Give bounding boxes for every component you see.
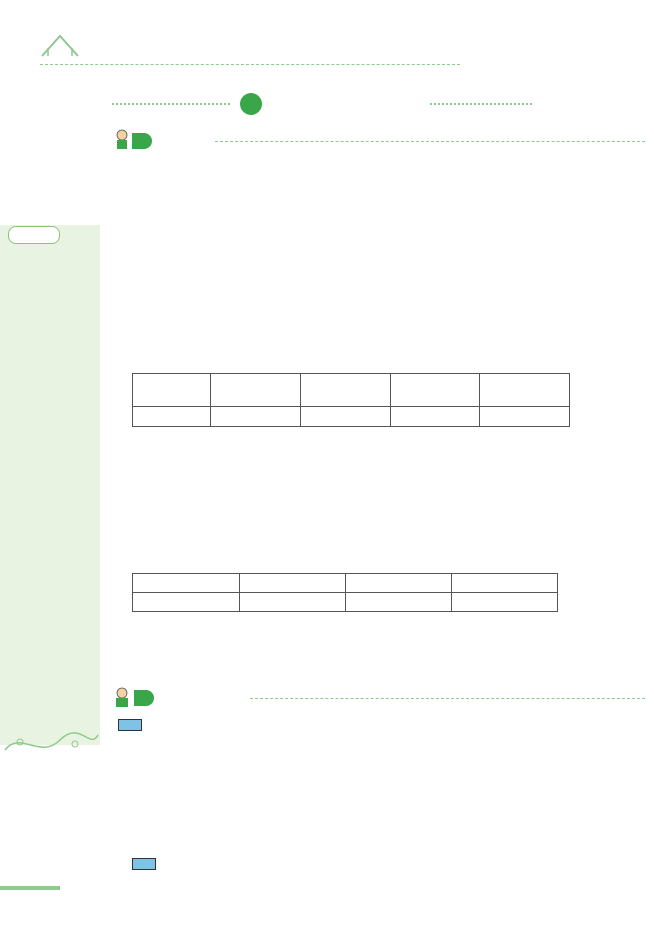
q3-sub4 [132, 855, 156, 870]
title-right-divider [430, 103, 532, 105]
title-left-divider [112, 103, 230, 105]
table-header [346, 574, 452, 593]
answer-cell[interactable] [346, 593, 452, 612]
question-3 [112, 716, 142, 732]
answer-cell[interactable] [300, 407, 390, 427]
section-title [240, 93, 276, 122]
weather-tally-table [132, 373, 570, 427]
house-icon [38, 30, 82, 60]
question-1 [112, 157, 118, 173]
kid-icon [112, 129, 132, 151]
header-divider [40, 64, 460, 65]
table-label [133, 574, 240, 593]
answer-cell[interactable] [480, 407, 570, 427]
footer-bar [0, 886, 60, 890]
sidebar-title [8, 226, 60, 244]
unit-cell-swatch [132, 858, 156, 870]
answer-cell[interactable] [211, 407, 301, 427]
answer-cell[interactable] [390, 407, 480, 427]
section-number [240, 93, 262, 115]
table-label [133, 593, 240, 612]
table-cell-sunny [211, 374, 301, 407]
age-table [132, 573, 558, 612]
answer-cell[interactable] [452, 593, 558, 612]
table-cell-rain [390, 374, 480, 407]
answer-cell[interactable] [240, 593, 346, 612]
table-label [133, 407, 211, 427]
kid-icon [110, 686, 134, 710]
q1-sub2 [132, 438, 264, 454]
banner-advanced [134, 690, 154, 706]
table-header [452, 574, 558, 593]
table-cell-cloudy [480, 374, 570, 407]
table-cell-partly [300, 374, 390, 407]
table-header [240, 574, 346, 593]
table-label [133, 374, 211, 407]
banner-basic [132, 133, 152, 149]
banner-basic-rule [215, 141, 645, 142]
question-2 [112, 475, 118, 491]
banner-advanced-rule [250, 698, 645, 699]
book-preference-chart [440, 730, 600, 856]
unit-cell-swatch [118, 719, 142, 731]
vine-decoration-icon [0, 720, 100, 760]
sidebar [0, 225, 100, 745]
